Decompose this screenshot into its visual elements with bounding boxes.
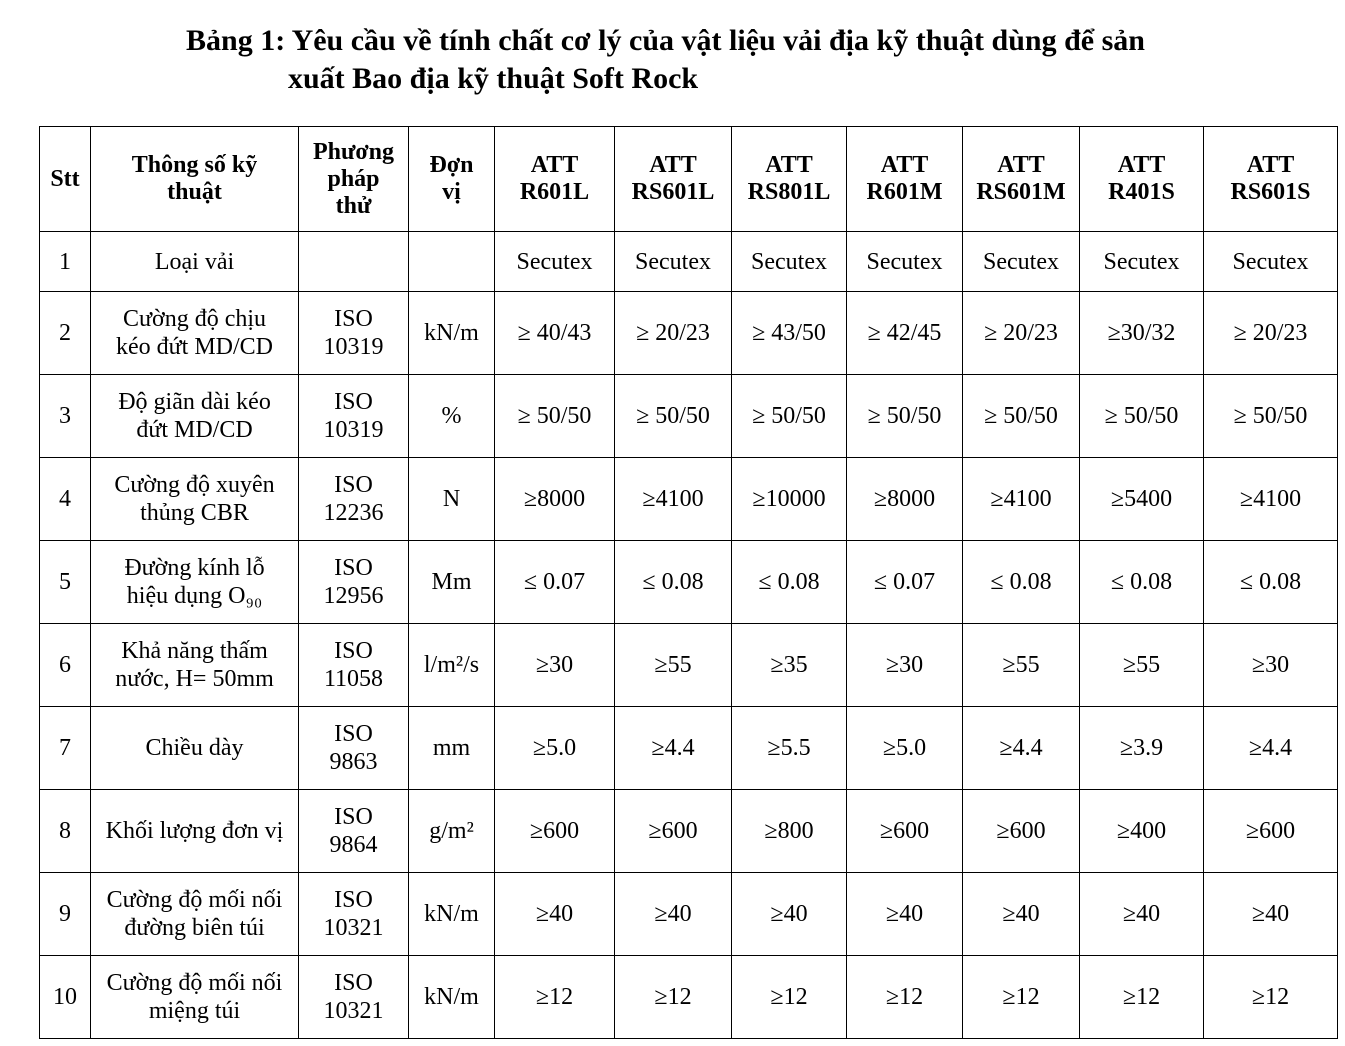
row-unit [409,292,495,375]
header-product-code: R601L [519,179,590,205]
row-unit [409,956,495,1039]
row-parameter [91,790,299,873]
row-value-line-1: ≥ 50/50 [867,403,942,429]
row-value-line-1: ≥400 [1116,818,1167,844]
row-value [1204,458,1338,541]
row-value-line-1: Secutex [516,248,593,275]
row-test-method-line-2: 12236 [323,500,384,526]
header-product-rs601l [615,127,732,232]
row-value-line-1: ≤ 0.07 [873,569,936,595]
row-value-line-1: ≥12 [1122,984,1161,1010]
table-body [40,232,1338,1039]
row-value-line-1: ≥12 [654,984,692,1010]
row-value-line-1: ≥10000 [752,486,826,512]
row-value-line-1: ≥40 [654,901,692,927]
header-product-brand: ATT [1246,152,1295,178]
row-value [732,458,847,541]
row-value [1204,375,1338,458]
row-value [495,541,615,624]
row-value [1080,375,1204,458]
header-product-r401s [1080,127,1204,232]
row-value [1080,873,1204,956]
row-value-line-1: ≥ 20/23 [984,320,1058,346]
row-test-method [299,458,409,541]
row-value-line-1: ≤ 0.07 [523,569,586,595]
row-unit-line-1: kN/m [424,320,479,346]
header-product-code: RS601L [631,179,715,205]
row-value [847,375,963,458]
row-test-method [299,873,409,956]
row-value-line-1: ≥ 40/43 [517,320,592,346]
row-value [732,956,847,1039]
row-unit-line-1: % [441,403,462,429]
row-value-line-1: ≥ 50/50 [1233,403,1308,429]
row-unit-line-1: l/m²/s [423,652,480,678]
row-value-line-1: ≥4100 [990,486,1052,512]
row-test-method-line-1: ISO [334,389,373,415]
row-value-line-1: ≥40 [535,901,574,927]
row-value [963,375,1080,458]
row-value-line-1: ≥40 [1002,901,1040,927]
row-value-line-1: ≥4.4 [1248,735,1293,761]
row-value-line-1: Secutex [983,248,1059,275]
row-test-method [299,624,409,707]
row-parameter-line-1: Loại vải [154,248,235,275]
row-value-line-1: ≥5400 [1110,486,1173,512]
row-parameter [91,292,299,375]
row-test-method-line-1: ISO [334,970,373,996]
row-value-line-1: ≥600 [996,818,1046,844]
row-test-method [299,707,409,790]
row-value-line-1: ≥30 [535,652,574,678]
header-test-method [299,127,409,232]
row-parameter-line-2: miệng túi [148,998,241,1024]
row-value-line-1: ≥3.9 [1119,735,1164,761]
row-value-line-1: ≥ 43/50 [752,320,826,346]
row-value [732,292,847,375]
title-line-1: Bảng 1: Yêu cầu về tính chất cơ lý của vật liệu vải địa kỹ thuật dùng để sản [186,24,1145,57]
header-parameter-line-1: Thông số kỹ [131,152,258,178]
row-parameter-line-2: đường biên túi [124,915,265,941]
row-value-line-1: ≤ 0.08 [1110,569,1173,595]
row-value [1080,232,1204,292]
header-product-brand: ATT [765,152,813,178]
row-parameter [91,541,299,624]
row-test-method [299,292,409,375]
row-value [1204,624,1338,707]
row-value [963,458,1080,541]
row-unit-line-1: g/m² [429,818,474,844]
table-row [40,292,1338,375]
row-value-line-1: ≥55 [1122,652,1161,678]
row-value [732,232,847,292]
row-value [495,458,615,541]
row-unit-line-1: mm [432,735,471,761]
row-value-line-1: ≥ 20/23 [636,320,710,346]
row-unit [409,707,495,790]
row-value-line-1: ≤ 0.08 [642,569,704,595]
row-value [615,375,732,458]
row-stt [40,624,91,707]
row-parameter-line-1: Độ giãn dài kéo [118,389,271,415]
row-value [615,232,732,292]
row-test-method [299,790,409,873]
row-value [732,541,847,624]
row-parameter [91,375,299,458]
row-value-line-1: ≥55 [1002,652,1040,678]
header-unit-line-2: vị [442,179,461,205]
row-test-method-line-2: 10321 [323,998,384,1024]
row-unit [409,232,495,292]
row-stt-line-1: 2 [59,320,71,346]
row-value [615,956,732,1039]
table-row [40,624,1338,707]
row-stt-line-1: 9 [59,901,71,927]
row-test-method-line-1: ISO [334,721,373,747]
row-parameter [91,624,299,707]
row-value-line-1: ≥8000 [523,486,586,512]
row-value [1204,873,1338,956]
row-value [615,541,732,624]
row-value [495,790,615,873]
row-test-method [299,956,409,1039]
row-value [495,232,615,292]
table-row [40,790,1338,873]
row-test-method-line-1: ISO [334,472,373,498]
row-value-line-1: ≥600 [879,818,930,844]
row-value [963,232,1080,292]
row-value [963,873,1080,956]
header-product-r601m [847,127,963,232]
row-parameter-line-2: đứt MD/CD [136,417,253,443]
header-product-brand: ATT [997,152,1045,178]
row-parameter [91,956,299,1039]
row-value-line-1: ≥35 [770,652,808,678]
row-test-method-line-2: 10321 [323,915,384,941]
row-test-method-line-2: 9864 [329,832,378,858]
row-unit-line-1: Mm [431,569,472,595]
row-parameter [91,232,299,292]
header-product-brand: ATT [530,152,579,178]
row-unit [409,375,495,458]
header-unit [409,127,495,232]
row-test-method-line-1: ISO [334,555,373,581]
row-value-line-1: ≥ 50/50 [1104,403,1179,429]
row-value-line-1: ≥600 [648,818,698,844]
row-stt [40,707,91,790]
table-row [40,707,1338,790]
row-value-line-1: ≥ 50/50 [517,403,592,429]
row-unit [409,541,495,624]
row-value-line-1: ≤ 0.08 [1239,569,1302,595]
row-stt [40,292,91,375]
row-stt [40,458,91,541]
row-unit-line-1: kN/m [424,984,479,1010]
row-value-line-1: ≥8000 [873,486,936,512]
row-value [1080,956,1204,1039]
row-test-method-line-1: ISO [334,887,373,913]
row-stt-line-1: 6 [59,652,71,678]
row-value [847,292,963,375]
row-unit [409,458,495,541]
row-value-line-1: ≥40 [1122,901,1161,927]
row-value [963,707,1080,790]
row-stt-line-1: 3 [59,403,71,429]
row-value [847,790,963,873]
row-parameter-line-1: Cường độ chịu [122,306,267,332]
table-row [40,458,1338,541]
row-value [1080,458,1204,541]
row-stt [40,873,91,956]
row-value [1080,790,1204,873]
row-parameter-line-2: kéo đứt MD/CD [115,334,273,360]
row-value [847,458,963,541]
header-stt: Stt [40,127,91,232]
row-value-line-1: ≥5.0 [882,735,927,761]
row-value [1204,292,1338,375]
row-parameter-line-1: Khả năng thấm [121,638,268,664]
row-value [847,541,963,624]
row-value [495,375,615,458]
row-value-line-1: ≥600 [529,818,580,844]
header-parameter [91,127,299,232]
row-test-method-line-1: ISO [334,638,373,664]
header-method-line-3: thử [335,192,372,219]
table-row [40,232,1338,292]
row-value-line-1: ≥ 50/50 [984,403,1058,429]
row-value [847,624,963,707]
row-value-line-1: ≥ 42/45 [867,320,942,346]
row-stt-line-1: 7 [59,735,71,761]
row-test-method-line-2: 10319 [323,417,384,443]
row-value [615,624,732,707]
row-value [847,232,963,292]
row-value-line-1: ≥30 [1251,652,1290,678]
row-test-method-line-1: ISO [334,306,373,332]
header-product-brand: ATT [649,152,697,178]
row-value-line-1: ≥12 [1251,984,1290,1010]
row-value [963,790,1080,873]
row-unit-line-1: kN/m [424,901,479,927]
row-value-line-1: ≥4.4 [999,735,1043,761]
header-product-code: RS601S [1230,179,1311,205]
row-value-line-1: Secutex [635,248,711,275]
row-value [1204,707,1338,790]
row-test-method [299,232,409,292]
row-parameter-line-1: Cường độ mối nối [106,970,283,996]
header-unit-line-1: Đợn [429,152,474,178]
row-value-line-1: ≥4100 [1239,486,1302,512]
row-value [732,873,847,956]
row-stt [40,790,91,873]
row-value-line-1: Secutex [751,248,827,275]
row-value [732,790,847,873]
row-value [732,624,847,707]
row-value-line-1: ≥5.5 [767,735,811,761]
row-stt-line-1: 5 [59,569,71,595]
header-product-brand: ATT [1117,152,1166,178]
table-header-row [40,127,1338,232]
row-value-line-1: ≥ 50/50 [636,403,710,429]
row-value-line-1: ≥ 50/50 [752,403,826,429]
row-value [1204,956,1338,1039]
row-parameter-line-2: nước, H= 50mm [115,666,274,692]
row-value [1080,624,1204,707]
header-product-code: RS601M [976,179,1066,205]
row-value-line-1: ≥40 [1251,901,1290,927]
row-value [1204,232,1338,292]
row-value [847,956,963,1039]
row-parameter-line-1: Đường kính lỗ [124,555,265,581]
row-value-line-1: ≥12 [535,984,574,1010]
row-value [963,541,1080,624]
row-value-line-1: Secutex [1103,248,1180,275]
row-parameter [91,873,299,956]
row-value [847,873,963,956]
row-value-line-1: ≥12 [770,984,808,1010]
row-value [1080,292,1204,375]
header-product-rs801l [732,127,847,232]
row-stt [40,956,91,1039]
row-value [1080,707,1204,790]
spec-table [39,126,1338,1039]
header-method-line-2: pháp [327,165,380,192]
row-unit [409,624,495,707]
row-value-line-1: ≥12 [885,984,924,1010]
row-value [963,624,1080,707]
row-stt-line-1: 4 [59,486,71,512]
row-test-method-line-2: 12956 [323,583,384,609]
row-value-line-1: ≥4100 [642,486,704,512]
row-unit [409,873,495,956]
row-value [963,956,1080,1039]
row-unit-line-1: N [442,486,461,512]
row-test-method-line-2: 11058 [323,666,384,692]
row-value-line-1: Secutex [866,248,943,275]
row-value [615,790,732,873]
row-value [732,375,847,458]
row-value-line-1: ≥ 20/23 [1233,320,1308,346]
row-parameter-line-1: Cường độ mối nối [106,887,283,913]
row-value-line-1: ≥30 [885,652,924,678]
header-product-code: R401S [1108,179,1175,205]
table-row [40,873,1338,956]
row-value [1204,790,1338,873]
row-test-method [299,375,409,458]
table-row [40,375,1338,458]
row-value-line-1: ≥800 [764,818,814,844]
row-value-line-1: ≥600 [1245,818,1296,844]
row-parameter-line-1: Cường độ xuyên [114,472,275,498]
row-value [615,292,732,375]
header-product-rs601m [963,127,1080,232]
row-value-line-1: Secutex [1232,248,1309,275]
row-value-line-1: ≥12 [1002,984,1040,1010]
row-test-method-line-1: ISO [334,804,373,830]
header-product-brand: ATT [880,152,929,178]
row-value [495,292,615,375]
row-value-line-1: ≥5.0 [532,735,577,761]
row-value [963,292,1080,375]
row-value-line-1: ≥55 [654,652,692,678]
row-value-line-1: ≤ 0.08 [990,569,1052,595]
title-line-2: xuất Bao địa kỹ thuật Soft Rock [288,62,699,95]
row-value [495,624,615,707]
table-row [40,541,1338,624]
row-value [1204,541,1338,624]
row-parameter-line-1: Chiều dày [145,735,244,761]
row-test-method-line-2: 10319 [323,334,384,360]
row-value [732,707,847,790]
row-value-line-1: ≥30/32 [1107,320,1176,346]
header-method-line-1: Phương [312,138,395,165]
row-stt-line-1: 1 [59,248,71,275]
row-value [495,956,615,1039]
row-value [495,873,615,956]
header-product-rs601s [1204,127,1338,232]
row-parameter-line-2: thủng CBR [140,500,249,526]
row-stt [40,232,91,292]
header-product-code: R601M [866,179,943,205]
table-row [40,956,1338,1039]
row-test-method-line-2: 9863 [329,749,378,775]
header-product-r601l [495,127,615,232]
row-value [495,707,615,790]
row-parameter [91,707,299,790]
row-value [615,873,732,956]
row-stt-line-1: 8 [59,818,71,844]
row-value-line-1: ≥40 [770,901,808,927]
row-value [1080,541,1204,624]
row-stt [40,375,91,458]
row-parameter-line-1: Khối lượng đơn vị [105,818,284,844]
row-value [615,458,732,541]
header-product-code: RS801L [747,179,831,205]
row-value [847,707,963,790]
row-unit [409,790,495,873]
row-value [615,707,732,790]
row-stt [40,541,91,624]
row-test-method [299,541,409,624]
row-stt-line-1: 10 [53,984,77,1010]
row-parameter-line-2: hiệu dụng O₉₀ [126,583,263,609]
row-value-line-1: ≥40 [885,901,924,927]
row-value-line-1: ≥4.4 [651,735,695,761]
row-value-line-1: ≤ 0.08 [758,569,820,595]
row-parameter [91,458,299,541]
header-parameter-line-2: thuật [167,179,222,205]
